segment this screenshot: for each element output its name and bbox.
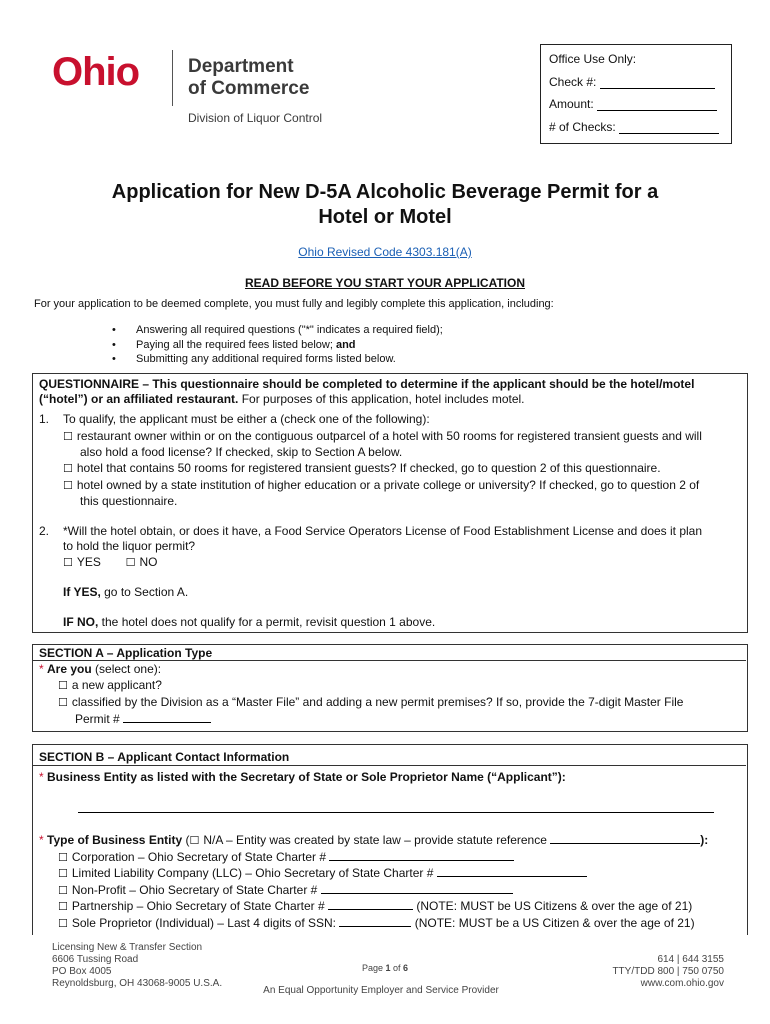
check-number-label: Check #: — [549, 75, 597, 89]
page-title — [60, 180, 710, 230]
q1-option-hotel[interactable]: ☐ hotel that contains 50 rooms for registered transient guests? If checked, go to question 2 of this questionnaire. — [63, 461, 661, 477]
business-entity-label: * Business Entity as listed with the Secretary of State or Sole Proprietor Name (“Applicant”): — [39, 770, 566, 784]
q1-option-restaurant[interactable]: ☐ restaurant owner within or on the contiguous outparcel of a hotel with 50 rooms for registered transient guests and will also hold a food license? If checked, skip to Section A below. — [63, 429, 743, 459]
q2-text: *Will the hotel obtain, or does it have, a Food Service Operators License of Food Establishment License and does it plan to hold the liquor permit? — [63, 524, 703, 553]
yes-checkbox[interactable]: ☐ YES — [63, 555, 101, 569]
logo-divider — [172, 50, 173, 106]
partnership-option[interactable]: ☐ Partnership – Ohio Secretary of State Charter # (NOTE: MUST be US Citizens & over the age of 21) — [58, 898, 692, 915]
amount-row — [549, 97, 717, 111]
website-link[interactable]: www.com.ohio.gov — [640, 978, 724, 989]
checkbox-restaurant[interactable]: ☐ restaurant owner within or on the contiguous outparcel of a hotel with 50 rooms for registered transient guests and will — [63, 429, 743, 445]
amount-field[interactable] — [597, 98, 717, 111]
requirements-list — [112, 323, 443, 367]
amount-label: Amount: — [549, 97, 594, 111]
check-number-field[interactable] — [600, 76, 715, 89]
check-number-row — [549, 75, 715, 89]
partnership-charter-field[interactable] — [328, 898, 413, 910]
business-entity-type-row: * Type of Business Entity (☐ N/A – Entity was created by state law – provide statute reference ): — [39, 832, 743, 849]
footer-address: Licensing New & Transfer Section 6606 Tussing Road PO Box 4005 Reynoldsburg, OH 43068-9005 U.S.A. — [52, 942, 223, 989]
checkbox-state-institution[interactable]: ☐ hotel owned by a state institution of higher education or a private college or university? If checked, go to question 2 of — [63, 478, 743, 494]
division-name: Division of Liquor Control — [188, 111, 323, 125]
num-checks-label: # of Checks: — [549, 120, 616, 134]
department-name — [188, 56, 309, 100]
master-file-checkbox[interactable]: ☐ classified by the Division as a “Master File” and adding a new permit premises? If so, provide the 7-digit Master File — [58, 695, 742, 711]
non-profit-charter-field[interactable] — [321, 882, 513, 894]
q1-option-state-institution[interactable]: ☐ hotel owned by a state institution of higher education or a private college or university? If checked, go to question 2 of this questionnaire. — [63, 478, 743, 508]
list-item: • Answering all required questions ("*" indicates a required field); — [112, 323, 443, 338]
num-checks-field[interactable] — [619, 121, 719, 134]
q1-number: 1. — [39, 412, 50, 426]
master-file-permit-field[interactable] — [123, 711, 211, 723]
office-use-title: Office Use Only: — [549, 52, 637, 66]
no-checkbox[interactable]: ☐ NO — [126, 555, 158, 569]
corporation-option[interactable]: ☐ Corporation – Ohio Secretary of State Charter # — [58, 849, 514, 866]
title-line-1: Application for New D-5A Alcoholic Beverage Permit for a — [111, 181, 659, 203]
department-line-2: of Commerce — [188, 78, 310, 99]
new-applicant-option[interactable]: ☐ a new applicant? — [58, 678, 162, 694]
list-item: • Paying all the required fees listed below; and — [112, 338, 443, 353]
revised-code-link[interactable]: Ohio Revised Code 4303.181(A) — [298, 245, 472, 259]
list-item: • Submitting any additional required forms listed below. — [112, 352, 443, 367]
if-yes-instruction: If YES, go to Section A. — [63, 585, 189, 599]
department-line-1: Department — [188, 56, 294, 77]
footer-contact: 614 | 644 3155 TTY/TDD 800 | 750 0750 www.com.ohio.gov — [612, 954, 724, 989]
ssn-last4-field[interactable] — [339, 915, 411, 927]
llc-charter-field[interactable] — [437, 865, 587, 877]
statute-reference-field[interactable] — [550, 832, 700, 844]
section-b-divider — [32, 765, 746, 766]
section-b-heading: SECTION B – Applicant Contact Information — [39, 750, 290, 764]
q2-answers — [63, 555, 157, 571]
page-number: Page 1 of 6 — [361, 963, 409, 973]
title-line-2: Hotel or Motel — [318, 206, 452, 228]
intro-text: For your application to be deemed complete, you must fully and legibly complete this application, including: — [34, 298, 554, 310]
corporation-charter-field[interactable] — [329, 849, 514, 861]
q1-text: To qualify, the applicant must be either a (check one of the following): — [63, 412, 430, 426]
if-no-instruction: IF NO, the hotel does not qualify for a permit, revisit question 1 above. — [63, 615, 436, 629]
read-before-heading: READ BEFORE YOU START YOUR APPLICATION — [244, 276, 526, 290]
questionnaire-heading: QUESTIONNAIRE – This questionnaire should be completed to determine if the applicant should be the hotel/motel (“hotel”) or an affiliated restaurant. For purposes of this application, hotel includes motel. — [39, 377, 695, 406]
eoe-statement: An Equal Opportunity Employer and Service Provider — [263, 985, 499, 996]
non-profit-option[interactable]: ☐ Non-Profit – Ohio Secretary of State Charter # — [58, 882, 513, 899]
business-entity-field[interactable] — [78, 812, 714, 813]
num-checks-row — [549, 120, 719, 134]
section-a-heading: SECTION A – Application Type — [39, 646, 213, 660]
sole-proprietor-option[interactable]: ☐ Sole Proprietor (Individual) – Last 4 digits of SSN: (NOTE: MUST be a US Citizen & over the age of 21) — [58, 915, 695, 932]
office-use-box — [540, 44, 732, 144]
master-file-option[interactable]: ☐ classified by the Division as a “Master File” and adding a new permit premises? If so, provide the 7-digit Master File Permit # — [58, 695, 742, 726]
are-you-label: * Are you (select one): — [39, 662, 162, 676]
ohio-logo: Ohio — [52, 50, 140, 94]
llc-option[interactable]: ☐ Limited Liability Company (LLC) – Ohio Secretary of State Charter # — [58, 865, 587, 882]
q2-number: 2. — [39, 524, 50, 538]
na-checkbox[interactable]: ☐ N/A – Entity was created by state law – provide statute reference — [190, 833, 547, 847]
